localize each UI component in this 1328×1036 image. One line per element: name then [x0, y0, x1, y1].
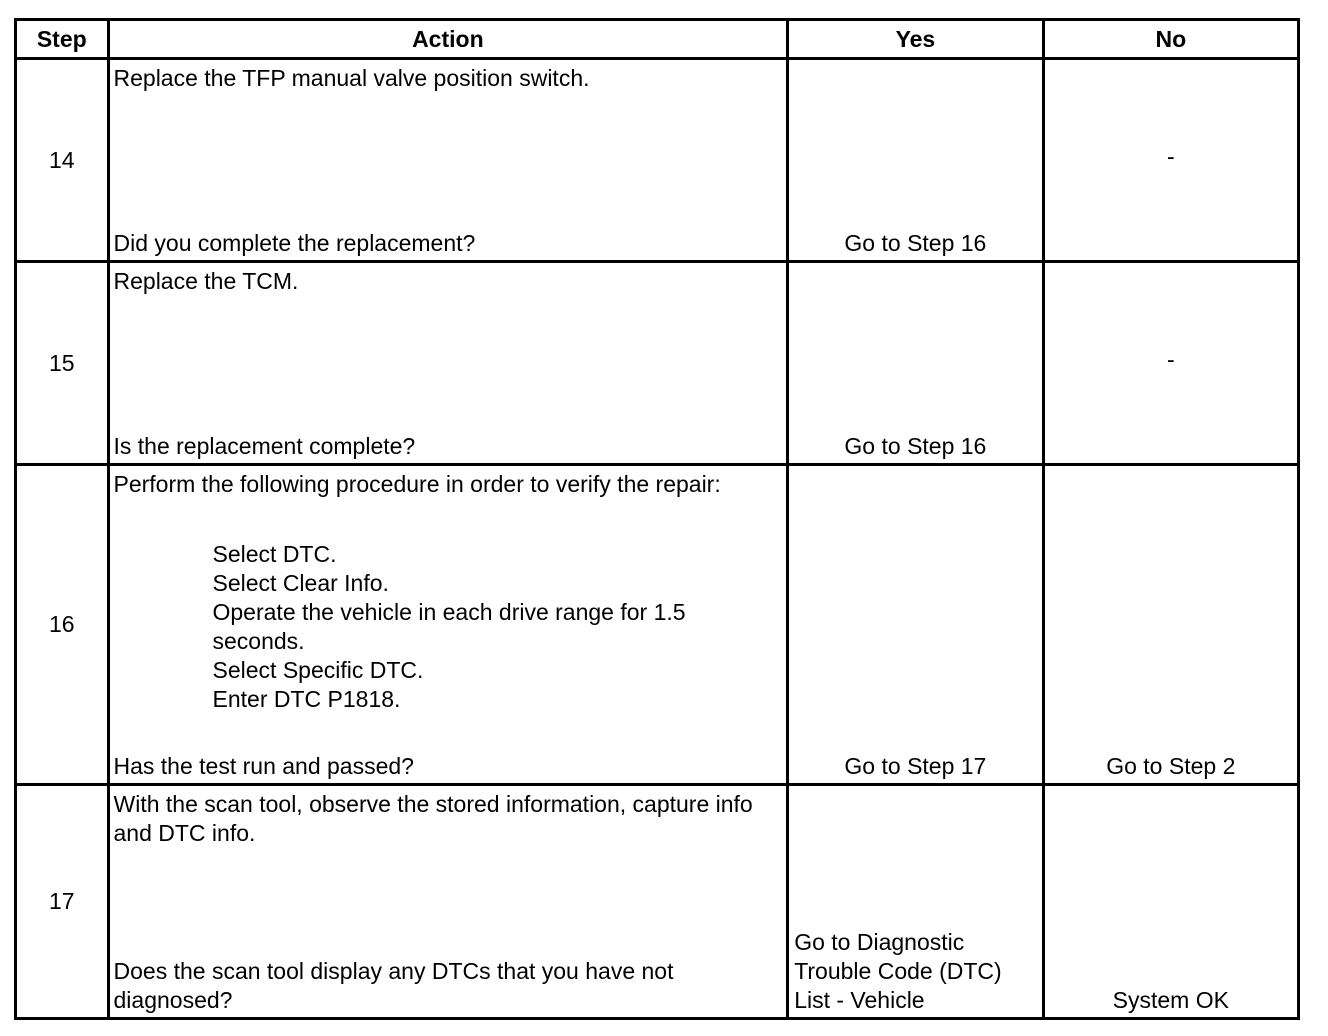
header-row — [16, 20, 1299, 59]
yes-cell — [788, 785, 1043, 1019]
no-cell — [1043, 465, 1298, 785]
table-row — [16, 262, 1299, 465]
table-row — [16, 59, 1299, 262]
header-yes: Yes — [788, 20, 1043, 59]
step-number: 14 — [16, 59, 109, 262]
action-instruction: Perform the following procedure in order to verify the repair: — [113, 471, 721, 498]
step-number: 15 — [16, 262, 109, 465]
action-instruction: Replace the TFP manual valve position switch. — [113, 65, 590, 91]
yes-result: Go to Step 17 — [844, 753, 987, 780]
header-step: Step — [16, 20, 109, 59]
no-cell — [1043, 785, 1298, 1019]
yes-result: Go to Step 16 — [844, 433, 987, 460]
substep-item: Select DTC. — [212, 541, 337, 568]
action-cell — [108, 465, 788, 785]
yes-result: Go to Step 16 — [844, 230, 987, 257]
no-cell — [1043, 262, 1298, 465]
action-cell — [108, 262, 788, 465]
yes-cell — [788, 262, 1043, 465]
substep-item: Select Specific DTC. — [212, 657, 424, 684]
substep-item: Select Clear Info. — [212, 570, 389, 597]
action-question: Does the scan tool display any DTCs that you have not diagnosed? — [113, 958, 674, 1013]
yes-cell — [788, 59, 1043, 262]
header-action: Action — [108, 20, 788, 59]
no-cell — [1043, 59, 1298, 262]
action-question: Did you complete the replacement? — [113, 230, 476, 257]
action-cell — [108, 59, 788, 262]
substep-list — [213, 540, 767, 714]
step-number: 16 — [16, 465, 109, 785]
yes-result: Go to Diagnostic Trouble Code (DTC) List - Vehicle — [794, 929, 1002, 1013]
action-question: Has the test run and passed? — [113, 753, 414, 780]
table-row — [16, 465, 1299, 785]
diagnostic-table — [14, 18, 1300, 1020]
action-instruction: Replace the TCM. — [113, 268, 299, 295]
action-question: Is the replacement complete? — [113, 433, 416, 460]
step-number: 17 — [16, 785, 109, 1019]
action-instruction: With the scan tool, observe the stored information, capture info and DTC info. — [113, 791, 753, 847]
substep-item: Enter DTC P1818. — [212, 686, 401, 713]
header-no: No — [1043, 20, 1298, 59]
table-row — [16, 785, 1299, 1019]
no-result: - — [1166, 143, 1175, 170]
yes-cell — [788, 465, 1043, 785]
no-result: System OK — [1112, 987, 1229, 1013]
substep-item: Operate the vehicle in each drive range for 1.5 seconds. — [212, 599, 686, 655]
action-cell — [108, 785, 788, 1019]
no-result: Go to Step 2 — [1106, 753, 1236, 780]
no-result: - — [1166, 346, 1175, 373]
